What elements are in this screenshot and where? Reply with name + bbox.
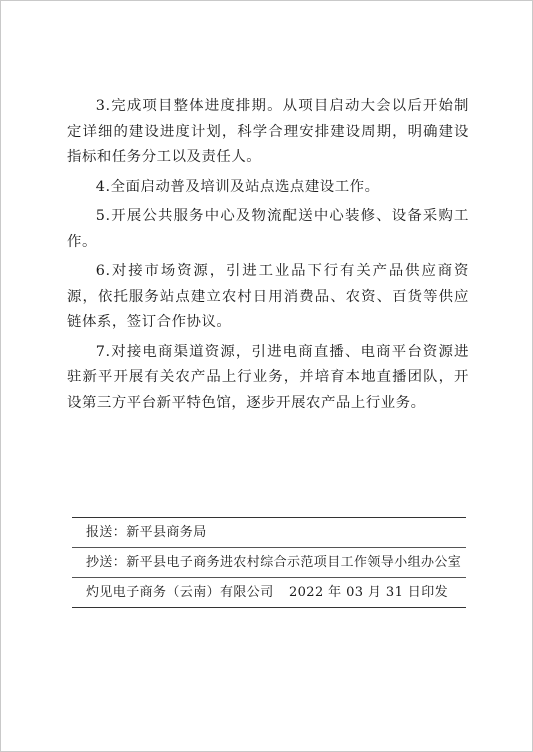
- paragraph-item-3: 3.完成项目整体进度排期。从项目启动大会以后开始制定详细的建设进度计划，科学合理安排建设周期，明确建设指标和任务分工以及责任人。: [67, 98, 469, 165]
- paragraph-item-6: 6.对接市场资源，引进工业品下行有关产品供应商资源，依托服务站点建立农村日用消费品、农资、百货等供应链体系，签订合作协议。: [67, 263, 469, 330]
- cc-to-line: 抄送：新平县电子商务进农村综合示范项目工作领导小组办公室: [86, 555, 462, 570]
- footer-bottom-rule: [72, 607, 466, 608]
- issue-line: [72, 578, 466, 607]
- document-body: [67, 94, 469, 420]
- issuer-name: 灼见电子商务（云南）有限公司: [86, 585, 274, 600]
- report-to-line: 报送：新平县商务局: [86, 525, 207, 540]
- paragraph-item-5: 5.开展公共服务中心及物流配送中心装修、设备采购工作。: [67, 208, 469, 250]
- issue-date: 2022 年 03 月 31 日印发: [288, 585, 448, 600]
- paragraph-item-4: 4.全面启动普及培训及站点选点建设工作。: [95, 178, 380, 195]
- paragraph-item-7: 7.对接电商渠道资源，引进电商直播、电商平台资源进驻新平开展有关农产品上行业务，并培育本地直播团队，开设第三方平台新平特色馆，逐步开展农产品上行业务。: [67, 343, 469, 411]
- document-footer: [72, 517, 466, 608]
